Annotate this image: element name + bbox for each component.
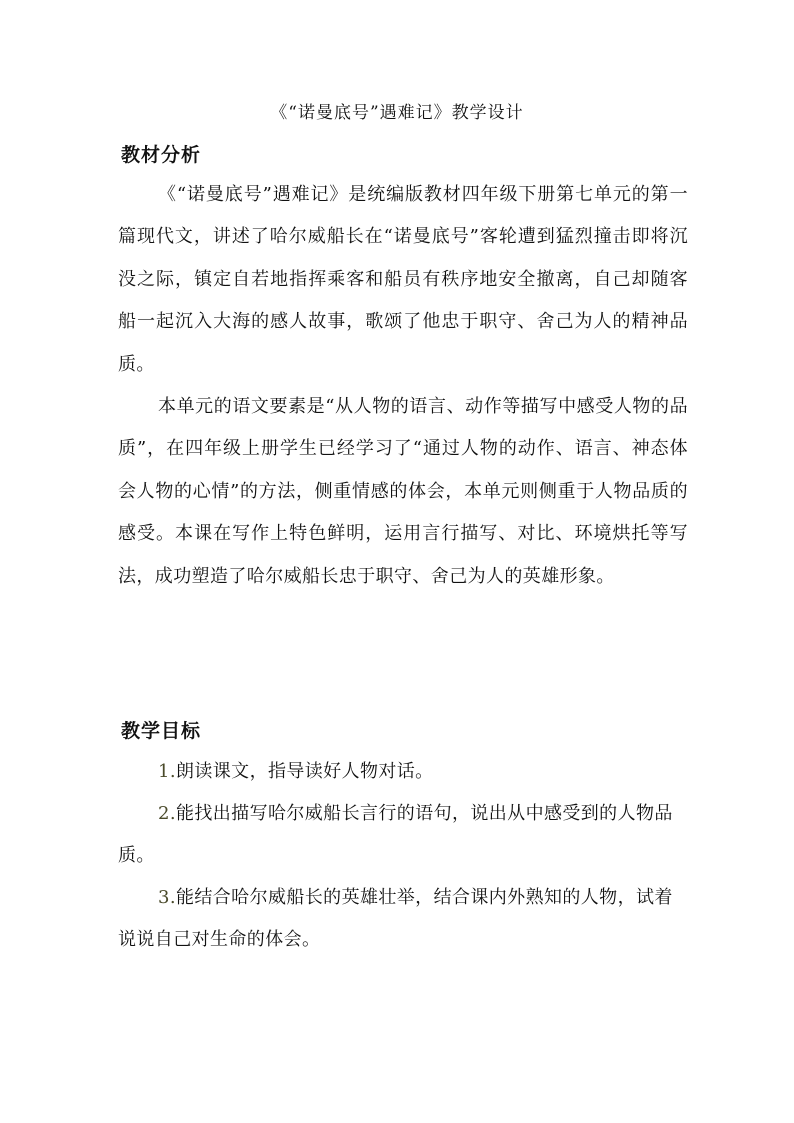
goal-number: 3. xyxy=(158,887,176,908)
document-title: 《“诺曼底号”遇难记》教学设计 xyxy=(270,103,524,123)
section-heading-teaching-goals: 教学目标 xyxy=(121,720,202,742)
goal-number: 1. xyxy=(158,761,176,782)
goal-text: 能结合哈尔威船长的英雄壮举，结合课内外熟知的人物，试着说说自己对生命的体会。 xyxy=(118,887,673,950)
goal-number: 2. xyxy=(158,803,176,824)
goal-item-3 xyxy=(118,877,678,961)
paragraph-analysis-2: 本单元的语文要素是“从人物的语言、动作等描写中感受人物的品质”，在四年级上册学生已经学习了“通过人物的动作、语言、神态体会人物的心情”的方法，侧重情感的体会，本单元则侧重于人物品质的感受。本课在写作上特色鲜明，运用言行描写、对比、环境烘托等写法，成功塑造了哈尔威船长忠于职守、舍己为人的英雄形象。 xyxy=(118,396,688,587)
section-heading-material-analysis: 教材分析 xyxy=(121,144,202,166)
goal-text: 朗读课文，指导读好人物对话。 xyxy=(175,761,434,782)
goal-text: 能找出描写哈尔威船长言行的语句，说出从中感受到的人物品质。 xyxy=(118,803,673,866)
goal-item-1 xyxy=(118,751,678,793)
paragraph-analysis-1: 《“诺曼底号”遇难记》是统编版教材四年级下册第七单元的第一篇现代文，讲述了哈尔威船长在“诺曼底号”客轮遭到猛烈撞击即将沉没之际，镇定自若地指挥乘客和船员有秩序地安全撤离，自己却随客船一起沉入大海的感人故事，歌颂了他忠于职守、舍己为人的精神品质。 xyxy=(118,184,688,375)
goal-item-2 xyxy=(118,793,678,877)
